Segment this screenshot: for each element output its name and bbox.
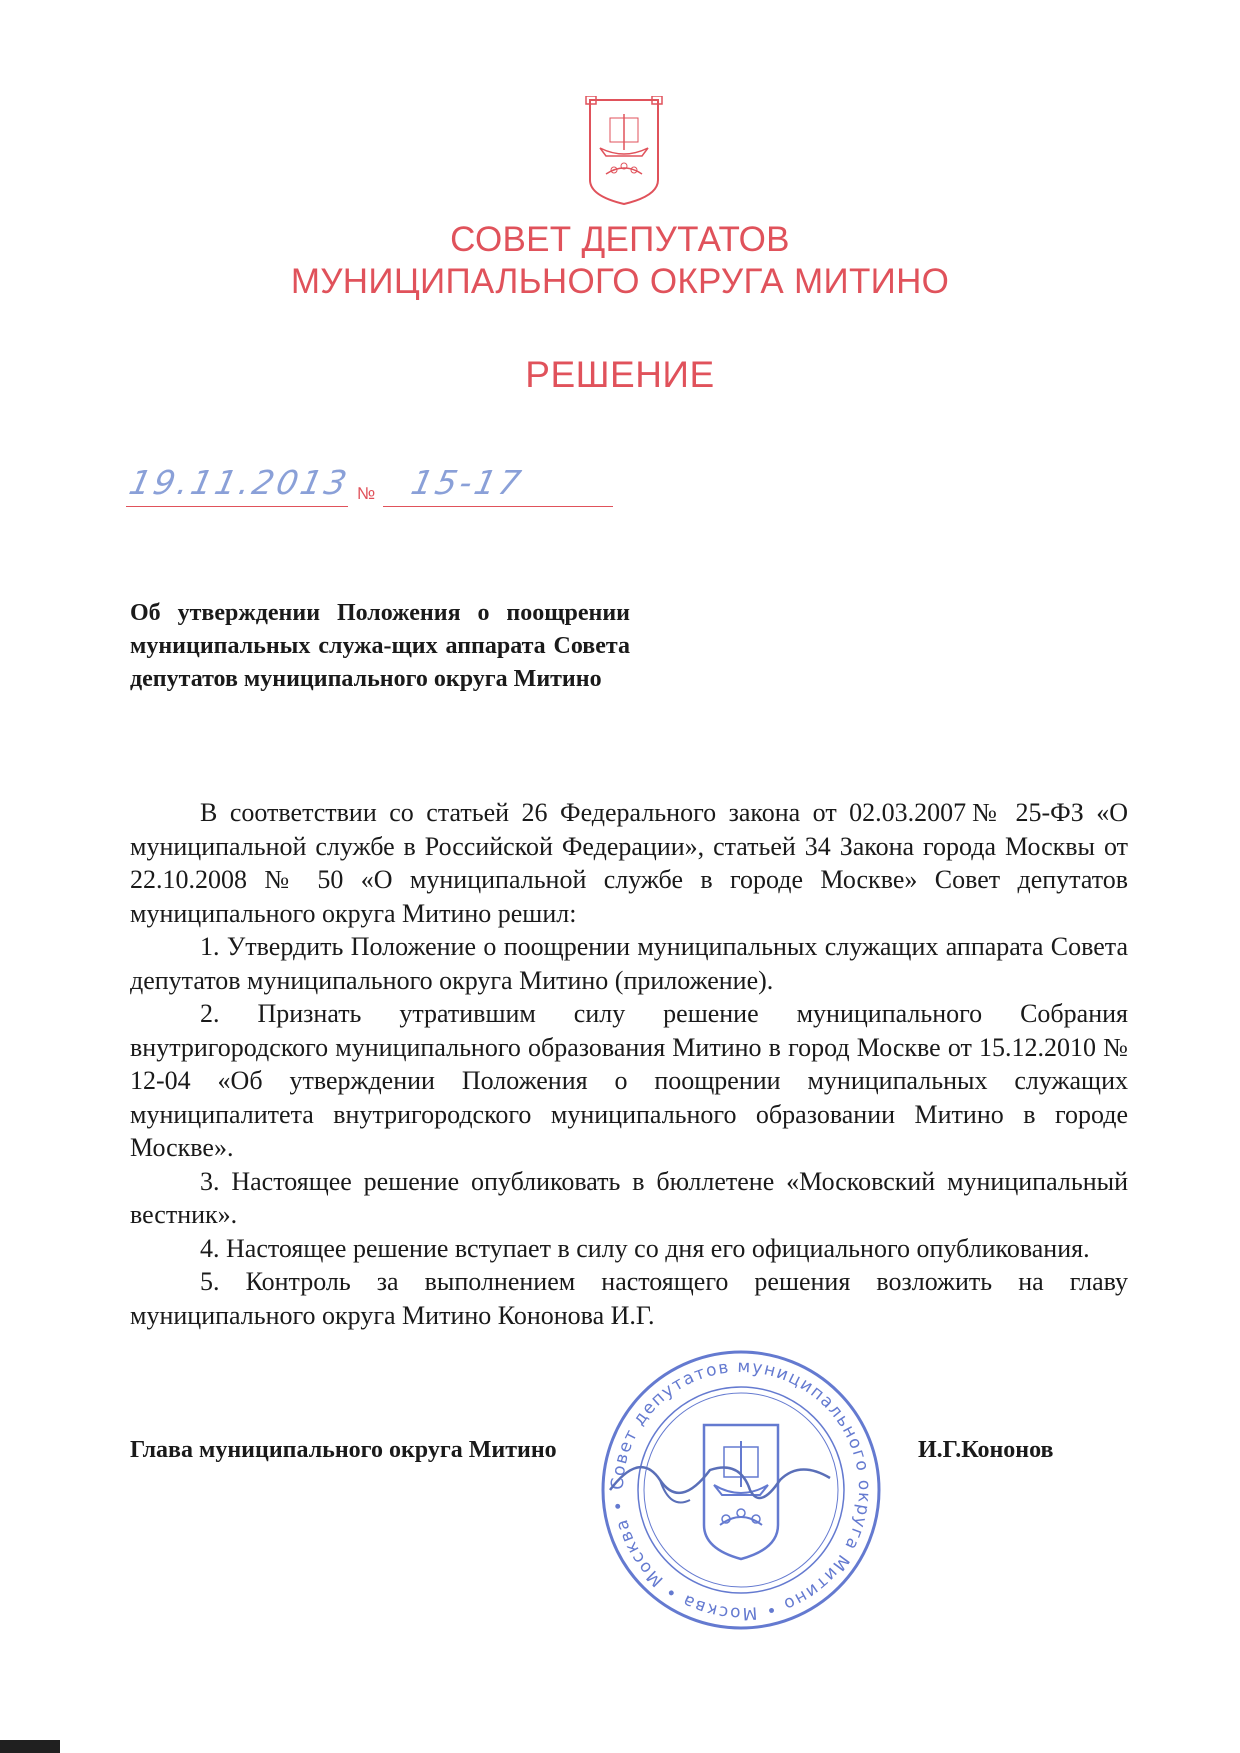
org-name-line-2: МУНИЦИПАЛЬНОГО ОКРУГА МИТИНО <box>290 262 950 301</box>
decision-body <box>130 796 1128 1332</box>
decision-item-2: 2. Признать утратившим силу решение муниципального Собрания внутригородского муниципального образования Митино в город Москве от 15.12.2010 № 12-04 «Об утверждении Положения о поощрении муниципальных служащих муниципалитета внутригородского муниципального образовании Митино в городе Москве». <box>130 999 1128 1162</box>
signatory-name: И.Г.Кононов <box>918 1437 1054 1463</box>
decision-subject: Об утверждении Положения о поощрении муниципальных служа-щих аппарата Совета депутатов муниципального округа Митино <box>130 600 630 692</box>
scan-edge-artifact <box>0 1740 60 1753</box>
signatory-title: Глава муниципального округа Митино <box>130 1437 557 1463</box>
handwritten-signature <box>600 1420 860 1540</box>
number-sign: № <box>357 484 376 503</box>
seal-ring-text: Совет депутатов муниципального округа Митино • Москва • Москва • <box>607 1356 875 1624</box>
decision-item-5: 5. Контроль за выполнением настоящего решения возложить на главу муниципального округа Митино Кононова И.Г. <box>130 1267 1128 1330</box>
document-type-title: РЕШЕНИЕ <box>525 354 715 395</box>
decision-item-4: 4. Настоящее решение вступает в силу со дня его официального опубликования. <box>200 1233 1090 1263</box>
handwritten-date: 19.11.2013 <box>125 463 354 502</box>
org-name-line-1: СОВЕТ ДЕПУТАТОВ <box>450 220 790 259</box>
preamble-paragraph: В соответствии со статьей 26 Федерального закона от 02.03.2007№ 25-ФЗ «О муниципальной службе в Российской Федерации», статьей 34 Закона города Москвы от 22.10.2008 № 50 «О муниципальной службе в городе Москве» Совет депутатов муниципального округа Митино решил: <box>130 798 1128 928</box>
coat-of-arms-emblem <box>584 96 664 208</box>
handwritten-number: 15-17 <box>407 463 528 502</box>
decision-item-3: 3. Настоящее решение опубликовать в бюллетене «Московский муниципальный вестник». <box>130 1166 1128 1229</box>
decision-item-1: 1. Утвердить Положение о поощрении муниципальных служащих аппарата Совета депутатов муниципального округа Митино (приложение). <box>130 932 1128 995</box>
